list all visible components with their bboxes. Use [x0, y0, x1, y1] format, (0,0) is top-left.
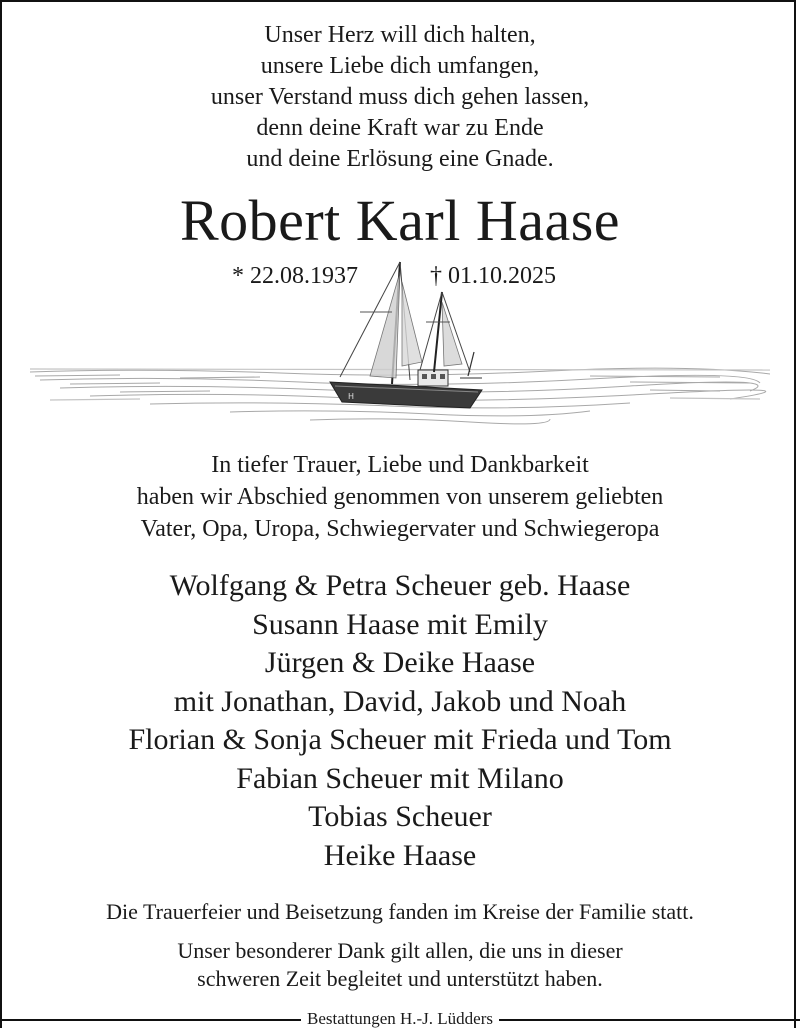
intro-line: Vater, Opa, Uropa, Schwiegervater und Schwiegeropa	[140, 516, 660, 542]
birth-date: * 22.08.1937	[232, 263, 358, 289]
family-member: Heike Haase	[323, 838, 477, 872]
svg-text:H: H	[348, 392, 355, 401]
poem-line: Unser Herz will dich halten,	[264, 22, 536, 48]
deceased-name: Robert Karl Haase	[179, 188, 621, 253]
family-member: Jürgen & Deike Haase	[264, 646, 536, 679]
family-member: Fabian Scheuer mit Milano	[236, 761, 564, 795]
family-member: Susann Haase mit Emily	[252, 607, 548, 641]
mourning-intro	[0, 449, 800, 545]
poem-line: und deine Erlösung eine Gnade.	[246, 146, 554, 172]
poem-line: denn deine Kraft war zu Ende	[256, 115, 544, 141]
thanks-note	[0, 937, 800, 993]
poem	[0, 20, 800, 175]
family-list	[0, 567, 800, 875]
funeral-home-footer	[0, 1009, 800, 1029]
family-member: Wolfgang & Petra Scheuer geb. Haase	[169, 569, 631, 602]
thanks-line: schweren Zeit begleitet und unterstützt haben.	[197, 966, 603, 991]
intro-line: In tiefer Trauer, Liebe und Dankbarkeit	[211, 452, 589, 478]
thanks-line: Unser besonderer Dank gilt allen, die uns in dieser	[177, 938, 623, 963]
funeral-home-name: Bestattungen H.-J. Lüdders	[301, 1009, 499, 1028]
poem-line: unser Verstand muss dich gehen lassen,	[210, 84, 590, 110]
intro-line: haben wir Abschied genommen von unserem geliebten	[136, 484, 664, 510]
family-member: Florian & Sonja Scheuer mit Frieda und Tom	[128, 723, 672, 756]
fishing-boat-sketch-icon	[30, 252, 770, 442]
family-member: mit Jonathan, David, Jakob und Noah	[173, 684, 627, 718]
family-member: Tobias Scheuer	[308, 800, 492, 833]
ceremony-note: Die Trauerfeier und Beisetzung fanden im Kreise der Familie statt.	[106, 899, 694, 924]
poem-line: unsere Liebe dich umfangen,	[260, 53, 540, 79]
death-date: † 01.10.2025	[430, 263, 556, 289]
